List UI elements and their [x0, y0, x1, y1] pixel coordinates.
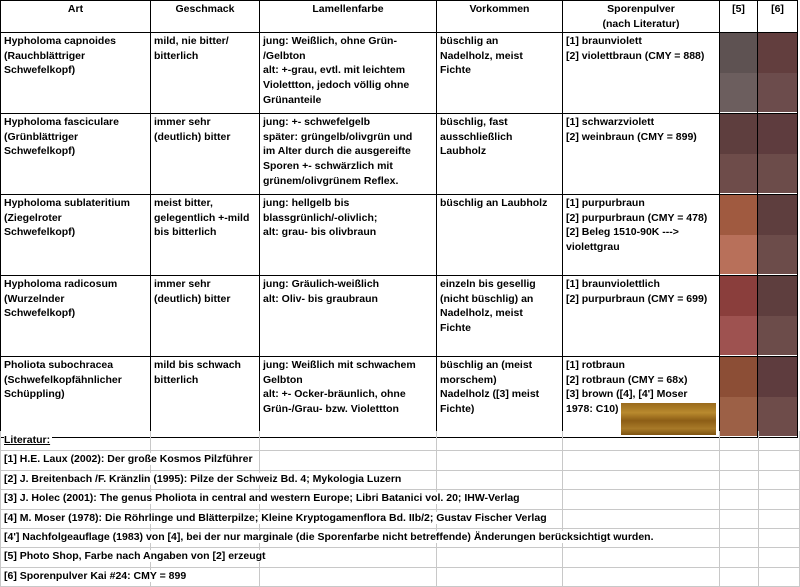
cell-line: (Rauchblättriger — [4, 49, 86, 62]
literature-text: [1] H.E. Laux (2002): Der große Kosmos Pilzführer — [4, 453, 253, 466]
cell-line: Schwefelkopf) — [4, 307, 76, 320]
cell-line: (Ziegelroter — [4, 211, 62, 224]
color-cell-c5 — [720, 33, 758, 114]
color-swatch — [720, 154, 757, 193]
cell-line: Gelbton — [263, 373, 303, 386]
color-cell-c6 — [758, 357, 798, 438]
cell-line: Hypholoma capnoides — [4, 35, 117, 48]
cell-line: Hypholoma fasciculare — [4, 116, 119, 129]
color-cell-c6 — [758, 33, 798, 114]
cell-line: ausschließlich — [440, 130, 513, 143]
cell-line: alt: +- Ocker-bräunlich, ohne — [263, 388, 406, 401]
cell-line: einzeln bis gesellig — [440, 278, 536, 291]
literature-entry — [0, 489, 800, 509]
cell-line: Fichte — [440, 64, 471, 77]
cell-vorkommen — [437, 357, 563, 438]
cell-line: Nadelholz ([3] meist — [440, 388, 540, 401]
cell-line: (deutlich) bitter — [154, 130, 231, 143]
cell-line: [2] weinbraun (CMY = 899) — [566, 130, 697, 143]
species-row — [1, 114, 798, 195]
color-cell-c6 — [758, 276, 798, 357]
cell-line: gelegentlich +-mild — [154, 211, 250, 224]
cell-lamellen — [260, 33, 437, 114]
cell-line: jung: Gräulich-weißlich — [263, 278, 380, 291]
cell-line: (Schwefelkopfähnlicher — [4, 373, 122, 386]
cell-line: [2] purpurbraun (CMY = 478) — [566, 211, 708, 224]
literature-entry — [0, 450, 800, 470]
color-swatch — [758, 235, 797, 274]
cell-line: [1] braunviolett — [566, 35, 642, 48]
cell-geschmack — [151, 33, 260, 114]
cell-line: Fichte) — [440, 402, 475, 415]
cell-line: alt: grau- bis olivbraun — [263, 226, 377, 239]
literature-text: [5] Photo Shop, Farbe nach Angaben von [2] erzeugt — [4, 550, 266, 563]
cell-line: alt: Oliv- bis graubraun — [263, 292, 378, 305]
color-swatch — [758, 114, 797, 154]
header-art: Art — [1, 1, 151, 33]
literature-entry — [0, 547, 800, 567]
cell-line: immer sehr — [154, 278, 211, 291]
species-row — [1, 33, 798, 114]
cell-geschmack — [151, 357, 260, 438]
color-swatch — [758, 316, 797, 355]
cell-line: /Gelbton — [263, 49, 306, 62]
literature-title — [0, 431, 800, 451]
cell-line: bitterlich — [154, 49, 199, 62]
color-cell-c6 — [758, 195, 798, 276]
cell-line: Schwefelkopf) — [4, 145, 76, 158]
cell-vorkommen — [437, 114, 563, 195]
literature-text: [6] Sporenpulver Kai #24: CMY = 899 — [4, 569, 187, 582]
color-swatch — [720, 357, 757, 397]
cell-lamellen — [260, 114, 437, 195]
cell-line: alt: +-grau, evtl. mit leichtem — [263, 64, 406, 77]
color-swatch — [758, 154, 797, 193]
header-sporenpulver-title: Sporenpulver — [607, 3, 675, 15]
cell-sporen — [563, 276, 720, 357]
cell-art — [1, 357, 151, 438]
cell-line: morschem) — [440, 373, 497, 386]
cell-line: Grün-/Grau- bzw. Violettton — [263, 402, 399, 415]
cell-line: [1] schwarzviolett — [566, 116, 655, 129]
color-swatch — [758, 276, 797, 316]
cell-line: Grünanteile — [263, 93, 322, 106]
cell-line: Schwefelkopf) — [4, 64, 76, 77]
literature-text: [4'] Nachfolgeauflage (1983) von [4], bei der nur marginale (die Sporenfarbe nicht betreffende) Änderungen berücksichtigt wurden. — [4, 531, 654, 543]
cell-line: (Wurzelnder — [4, 292, 65, 305]
cell-vorkommen — [437, 195, 563, 276]
literature-entry — [0, 509, 800, 529]
cell-sporen — [563, 195, 720, 276]
header-row — [1, 1, 798, 33]
cell-line: jung: Weißlich, ohne Grün- — [263, 35, 397, 48]
literature-text: [4] M. Moser (1978): Die Röhrlinge und Blätterpilze; Kleine Kryptogamenflora Bd. IIb/2; Gustav Fischer Verlag — [4, 511, 547, 524]
cell-line: Fichte — [440, 321, 471, 334]
cell-line: Schwefelkopf) — [4, 226, 76, 239]
cell-geschmack — [151, 114, 260, 195]
cell-line: Hypholoma sublateritium — [4, 197, 131, 210]
color-cell-c5 — [720, 114, 758, 195]
cell-line: [1] purpurbraun — [566, 197, 645, 210]
cell-line: grünem/olivgrünem Reflex. — [263, 174, 399, 187]
cell-line: (nicht büschlig) an — [440, 292, 534, 305]
cell-line: mild, nie bitter/ — [154, 35, 229, 48]
cell-line: bitterlich — [154, 373, 199, 386]
cell-sporen — [563, 114, 720, 195]
cell-line: [3] brown ([4], [4'] Moser — [566, 388, 688, 401]
cell-vorkommen — [437, 33, 563, 114]
cell-line: immer sehr — [154, 116, 211, 129]
cell-line: (deutlich) bitter — [154, 292, 231, 305]
cell-sporen — [563, 33, 720, 114]
cell-line: 1978: C10) — [566, 402, 619, 415]
color-swatch — [720, 316, 757, 355]
color-swatch — [720, 195, 757, 235]
cell-line: Violettton, jedoch völlig ohne — [263, 78, 410, 91]
cell-geschmack — [151, 195, 260, 276]
cell-line: [2] violettbraun (CMY = 888) — [566, 49, 705, 62]
cell-sporen — [563, 357, 720, 438]
color-swatch — [720, 235, 757, 274]
species-row — [1, 276, 798, 357]
cell-line: Schüppling) — [4, 388, 65, 401]
cell-line: [1] rotbraun — [566, 359, 625, 372]
cell-lamellen — [260, 276, 437, 357]
color-swatch — [720, 114, 757, 154]
cell-line: violettgrau — [566, 240, 620, 253]
cell-art — [1, 276, 151, 357]
cell-line: mild bis schwach — [154, 359, 241, 372]
color-swatch — [720, 33, 757, 73]
cell-line: bis bitterlich — [154, 226, 217, 239]
color-swatch — [758, 357, 797, 397]
cell-line: jung: hellgelb bis — [263, 197, 350, 210]
cell-line: Nadelholz, meist — [440, 49, 523, 62]
header-col5: [5] — [720, 1, 758, 33]
literature-text: [3] J. Holec (2001): The genus Pholiota in central and western Europe; Libri Batanici vol. 20; IHW-Verlag — [4, 492, 520, 505]
cell-line: im Alter durch die ausgereifte — [263, 145, 411, 158]
color-cell-c5 — [720, 357, 758, 438]
cell-line: später: grüngelb/olivgrün und — [263, 130, 413, 143]
color-swatch — [758, 33, 797, 73]
cell-line: Sporen +- schwärzlich mit — [263, 159, 393, 172]
header-geschmack: Geschmack — [151, 1, 260, 33]
color-swatch — [758, 195, 797, 235]
cell-line: (Grünblättriger — [4, 130, 79, 143]
cell-art — [1, 33, 151, 114]
literature-text: [2] J. Breitenbach /F. Kränzlin (1995): Pilze der Schweiz Bd. 4; Mykologia Luzern — [4, 472, 402, 485]
cell-art — [1, 114, 151, 195]
cell-art — [1, 195, 151, 276]
cell-line: [2] Beleg 1510-90K ---> — [566, 226, 679, 239]
color-swatch — [758, 73, 797, 112]
cell-line: [1] braunviolettlich — [566, 278, 660, 291]
cell-line: Nadelholz, meist — [440, 307, 523, 320]
literature-entry — [0, 528, 800, 548]
cell-line: Hypholoma radicosum — [4, 278, 118, 291]
header-col6: [6] — [758, 1, 798, 33]
header-sporenpulver-subtitle: (nach Literatur) — [602, 17, 680, 30]
species-row — [1, 357, 798, 438]
cell-line: büschlig an — [440, 35, 499, 48]
header-lamellenfarbe: Lamellenfarbe — [260, 1, 437, 33]
species-row — [1, 195, 798, 276]
literature-text: Literatur: — [4, 434, 51, 446]
cell-line: Pholiota subochracea — [4, 359, 114, 372]
cell-vorkommen — [437, 276, 563, 357]
cell-line: büschlig, fast — [440, 116, 508, 129]
cell-line: büschlig an Laubholz — [440, 197, 548, 210]
color-cell-c5 — [720, 195, 758, 276]
cell-line: jung: Weißlich mit schwachem — [263, 359, 416, 372]
color-cell-c5 — [720, 276, 758, 357]
cell-lamellen — [260, 195, 437, 276]
cell-line: büschlig an (meist — [440, 359, 533, 372]
cell-lamellen — [260, 357, 437, 438]
cell-line: jung: +- schwefelgelb — [263, 116, 371, 129]
color-swatch — [720, 73, 757, 112]
cell-geschmack — [151, 276, 260, 357]
color-cell-c6 — [758, 114, 798, 195]
cell-line: blassgrünlich/-olivlich; — [263, 211, 378, 224]
cell-line: meist bitter, — [154, 197, 213, 210]
literature-entry — [0, 470, 800, 490]
literature-entry — [0, 567, 800, 587]
cell-line: Laubholz — [440, 145, 487, 158]
cell-line: [2] rotbraun (CMY = 68x) — [566, 373, 688, 386]
cell-line: [2] purpurbraun (CMY = 699) — [566, 292, 708, 305]
header-vorkommen: Vorkommen — [437, 1, 563, 33]
color-swatch — [720, 276, 757, 316]
header-sporenpulver — [563, 1, 720, 33]
